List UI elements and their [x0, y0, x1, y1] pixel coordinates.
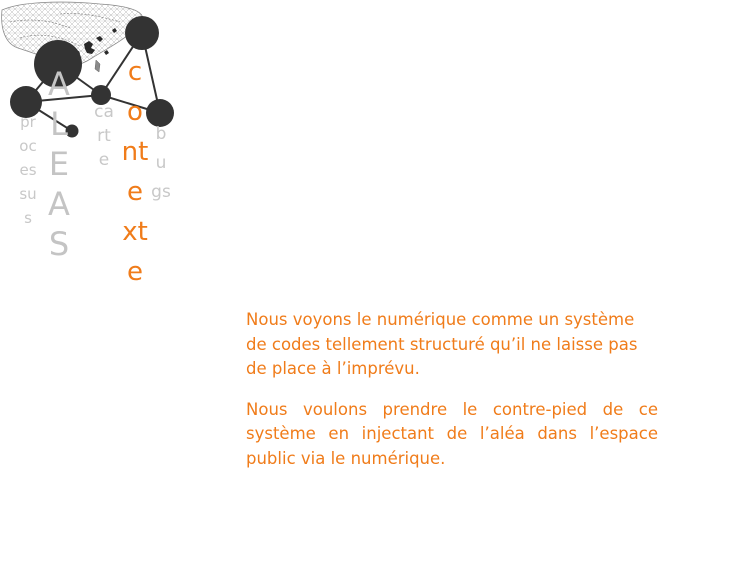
nav-link-bugs[interactable]: bugs: [151, 124, 171, 202]
node-contexte[interactable]: [125, 16, 159, 50]
nav-link-processus[interactable]: processus: [19, 113, 37, 227]
nav-link-contexte[interactable]: contexte: [121, 57, 149, 287]
contexte-text: [246, 308, 658, 487]
nav-link-aleas[interactable]: ALEAS: [48, 65, 70, 263]
paragraph-2: Nous voulons prendre le contre-pied de ce système en injectant de l’aléa dans l’espace public via le numérique.: [246, 399, 658, 468]
nav-link-carte[interactable]: carte: [94, 102, 114, 170]
paragraph-1: Nous voyons le numérique comme un système de codes tellement structuré qu’il ne laisse pas de place à l’imprévu.: [246, 310, 638, 378]
